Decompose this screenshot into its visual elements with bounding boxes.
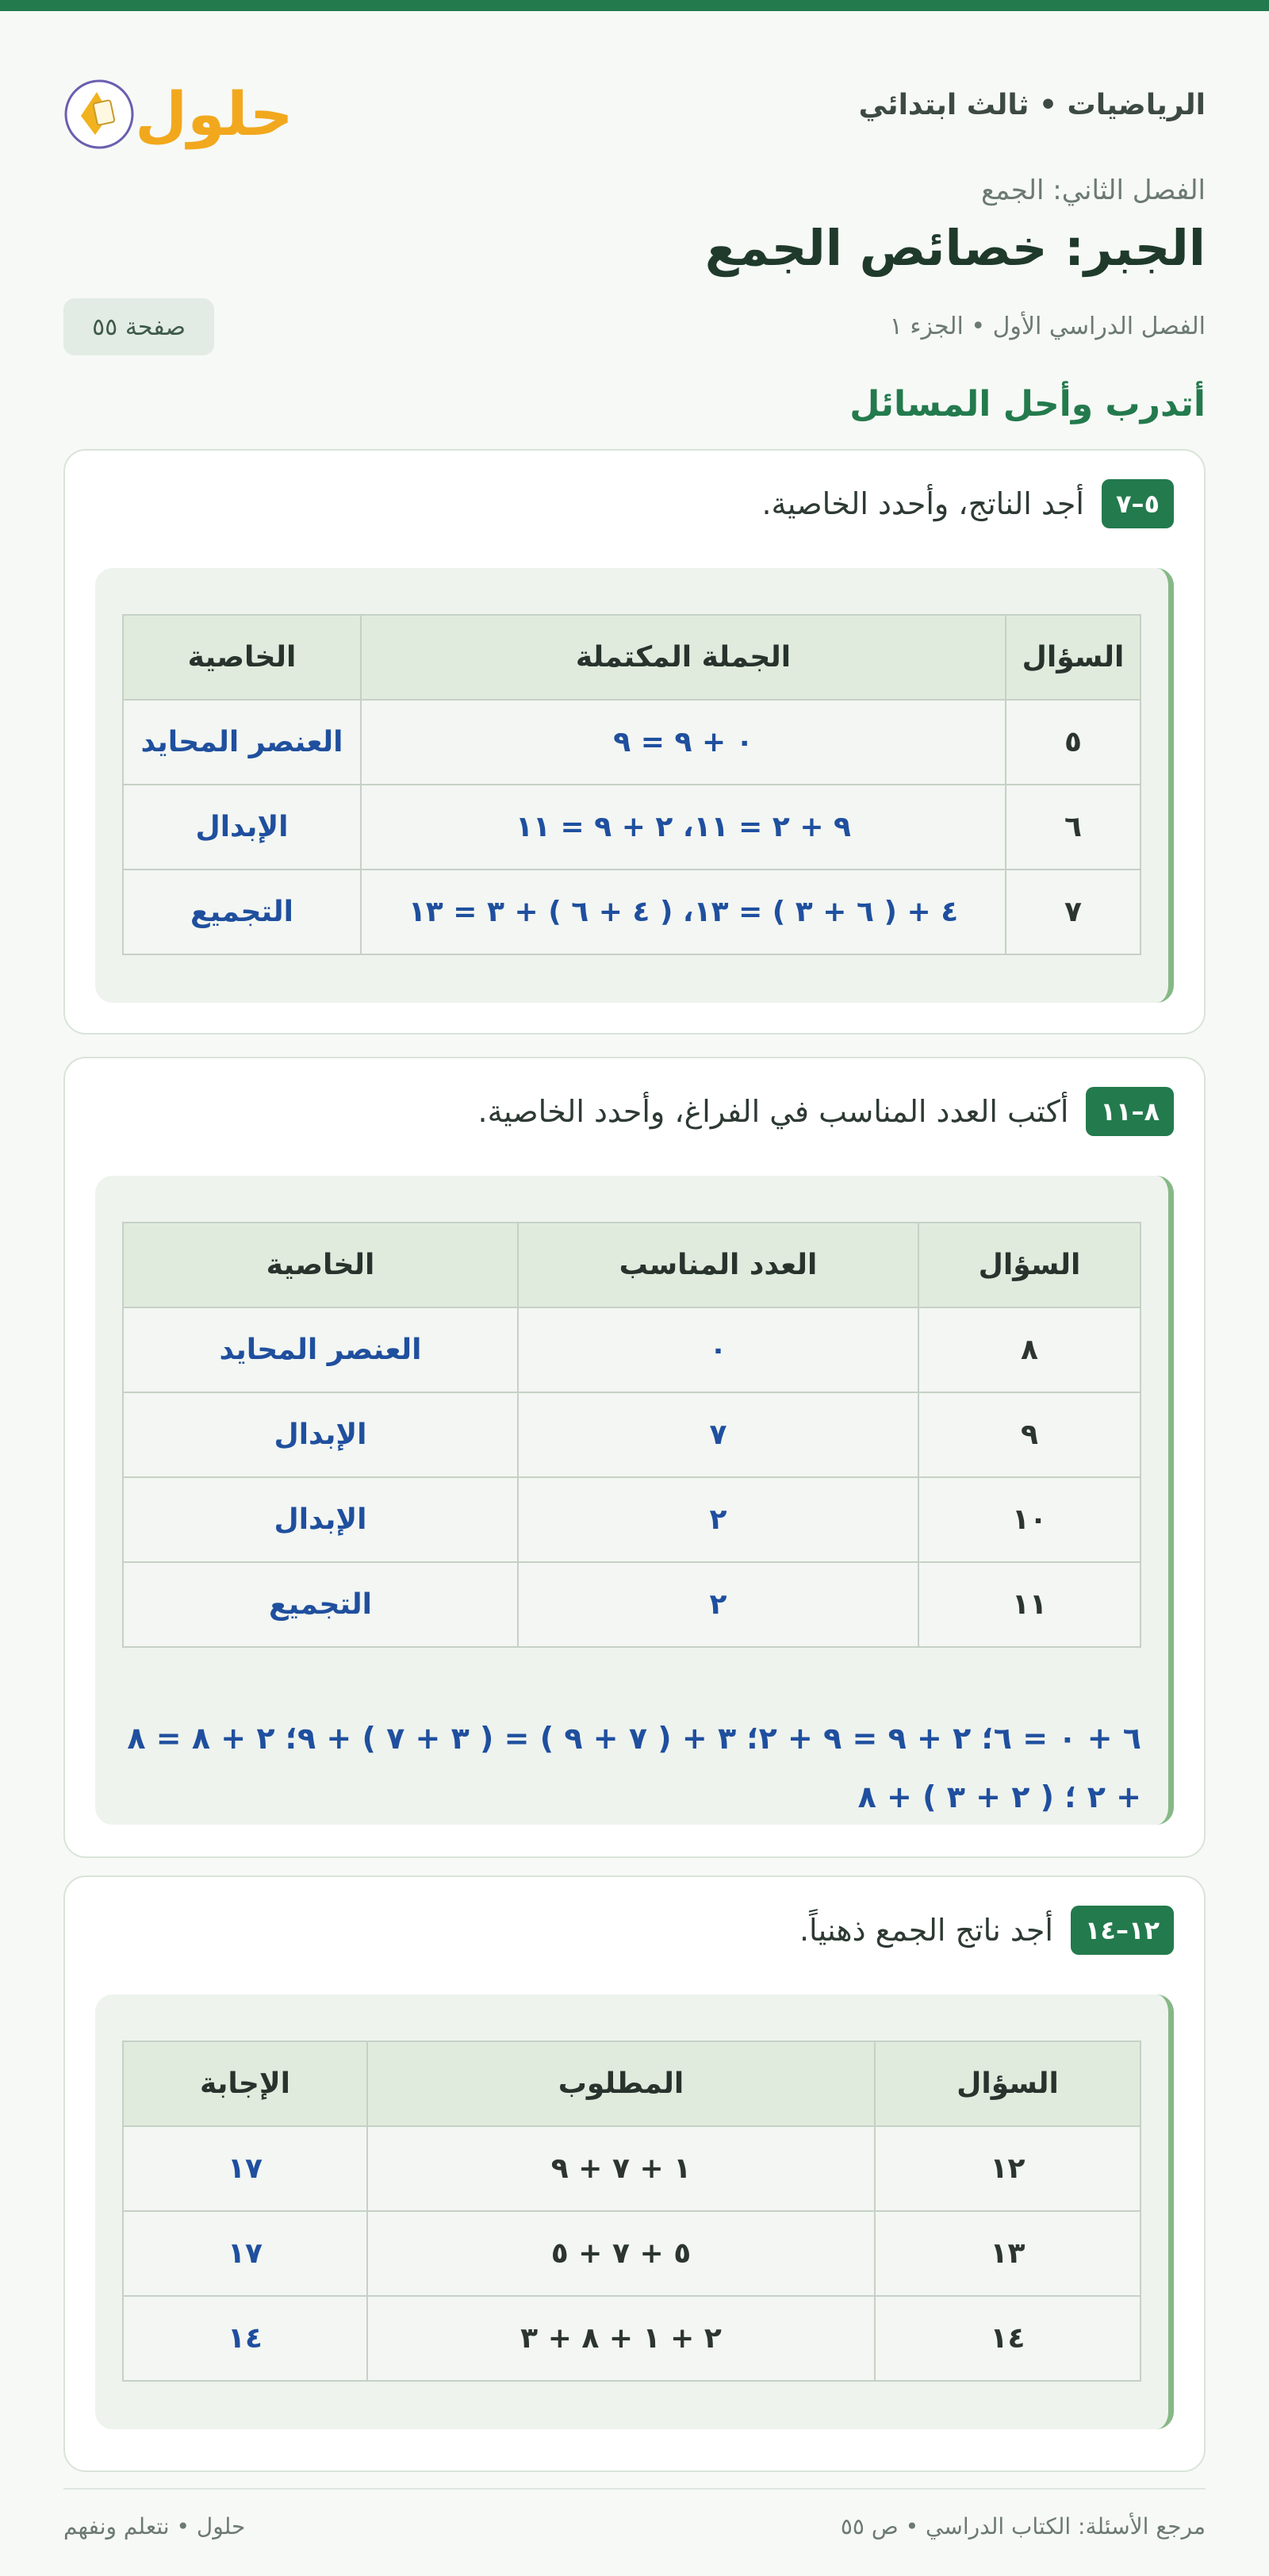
instruction-text: أجد الناتج، وأحدد الخاصية.	[761, 486, 1084, 521]
property-name: التجميع	[123, 1562, 518, 1647]
table-header-row	[123, 1223, 1141, 1307]
card-header	[478, 1087, 1175, 1136]
property-name: الإبدال	[123, 1392, 518, 1477]
property-name: التجميع	[123, 870, 361, 954]
header-number: العدد المناسب	[518, 1223, 918, 1307]
table-row	[123, 2126, 1141, 2211]
question-number: ٥	[1006, 700, 1141, 785]
footer-brand[interactable]: حلول • نتعلم ونفهم	[63, 2513, 246, 2540]
chapter-label: الفصل الثاني: الجمع	[980, 175, 1206, 206]
question-range-badge: ٨–١١	[1086, 1087, 1174, 1136]
card-header	[799, 1906, 1174, 1955]
logo-icon	[63, 67, 293, 154]
header-sentence: الجملة المكتملة	[361, 615, 1006, 700]
header-question: السؤال	[875, 2041, 1141, 2126]
exercise-card-8-11	[63, 1057, 1206, 1858]
answer-panel	[95, 568, 1174, 1003]
sum-answer: ١٧	[123, 2211, 367, 2296]
header-property: الخاصية	[123, 615, 361, 700]
sum-expression: ٢ + ١ + ٨ + ٣	[367, 2296, 875, 2381]
answer-sentence: ٩ + ٢ = ١١، ٢ + ٩ = ١١	[361, 785, 1006, 870]
top-accent-bar	[0, 0, 1269, 11]
semester-label: الفصل الدراسي الأول • الجزء ١	[889, 313, 1206, 340]
question-number: ٨	[918, 1307, 1141, 1392]
question-number: ١٤	[875, 2296, 1141, 2381]
table-row	[123, 870, 1141, 954]
header-answer: الإجابة	[123, 2041, 367, 2126]
brand-logo[interactable]	[63, 67, 293, 154]
question-number: ٧	[1006, 870, 1141, 954]
question-range-badge: ٥–٧	[1102, 479, 1174, 528]
header-required: المطلوب	[367, 2041, 875, 2126]
question-number: ١٢	[875, 2126, 1141, 2211]
page-container	[63, 11, 1206, 2576]
property-name: الإبدال	[123, 1477, 518, 1562]
table-row	[123, 1477, 1141, 1562]
question-number: ١١	[918, 1562, 1141, 1647]
page-header	[63, 51, 1206, 170]
worked-equations: ٦ + ٠ = ٦؛ ٢ + ٩ = ٩ + ٢؛ ٣ + ( ٧ + ٩ ) = ( ٣ + ٧ ) + ٩؛ ٢ + ٨ = ٨ + ٢ ؛ ( ٢ + ٣ ) + ٨	[127, 1721, 1141, 1814]
instruction-text: أكتب العدد المناسب في الفراغ، وأحدد الخاصية.	[477, 1094, 1069, 1129]
exercise-card-12-14	[63, 1875, 1206, 2472]
table-row	[123, 785, 1141, 870]
answer-panel	[95, 1994, 1174, 2429]
exercise-card-5-7	[63, 449, 1206, 1035]
table-row	[123, 700, 1141, 785]
question-number: ١٠	[918, 1477, 1141, 1562]
question-range-badge: ١٢–١٤	[1071, 1906, 1174, 1955]
sum-expression: ٥ + ٧ + ٥	[367, 2211, 875, 2296]
sum-expression: ١ + ٧ + ٩	[367, 2126, 875, 2211]
answer-table	[122, 614, 1141, 955]
lesson-title: الجبر: خصائص الجمع	[704, 219, 1206, 277]
table-header-row	[123, 615, 1141, 700]
missing-number: ٧	[518, 1392, 918, 1477]
question-number: ٦	[1006, 785, 1141, 870]
table-row	[123, 2211, 1141, 2296]
sum-answer: ١٤	[123, 2296, 367, 2381]
header-property: الخاصية	[123, 1223, 518, 1307]
section-title: أتدرب وأحل المسائل	[849, 384, 1206, 424]
property-name: العنصر المحايد	[123, 1307, 518, 1392]
table-row	[123, 1392, 1141, 1477]
missing-number: ٢	[518, 1477, 918, 1562]
table-row	[123, 1562, 1141, 1647]
answer-table	[122, 2040, 1141, 2382]
table-row	[123, 1307, 1141, 1392]
missing-number: ٠	[518, 1307, 918, 1392]
missing-number: ٢	[518, 1562, 918, 1647]
instruction-text: أجد ناتج الجمع ذهنياً.	[799, 1913, 1053, 1948]
source-reference: مرجع الأسئلة: الكتاب الدراسي • ص ٥٥	[840, 2513, 1206, 2540]
course-label: الرياضيات • ثالث ابتدائي	[858, 89, 1206, 121]
page-number-badge: صفحة ٥٥	[63, 298, 214, 355]
property-name: العنصر المحايد	[123, 700, 361, 785]
answer-table	[122, 1222, 1141, 1648]
answer-sentence: ٤ + ( ٦ + ٣ ) = ١٣، ( ٤ + ٦ ) + ٣ = ١٣	[361, 870, 1006, 954]
answer-sentence: ٠ + ٩ = ٩	[361, 700, 1006, 785]
table-row	[123, 2296, 1141, 2381]
question-number: ١٣	[875, 2211, 1141, 2296]
card-header	[761, 479, 1174, 528]
property-name: الإبدال	[123, 785, 361, 870]
answer-panel	[95, 1176, 1174, 1825]
header-question: السؤال	[1006, 615, 1141, 700]
question-number: ٩	[918, 1392, 1141, 1477]
logo-text: حلول	[135, 79, 293, 149]
sum-answer: ١٧	[123, 2126, 367, 2211]
header-question: السؤال	[918, 1223, 1141, 1307]
table-header-row	[123, 2041, 1141, 2126]
page-footer	[63, 2488, 1206, 2569]
